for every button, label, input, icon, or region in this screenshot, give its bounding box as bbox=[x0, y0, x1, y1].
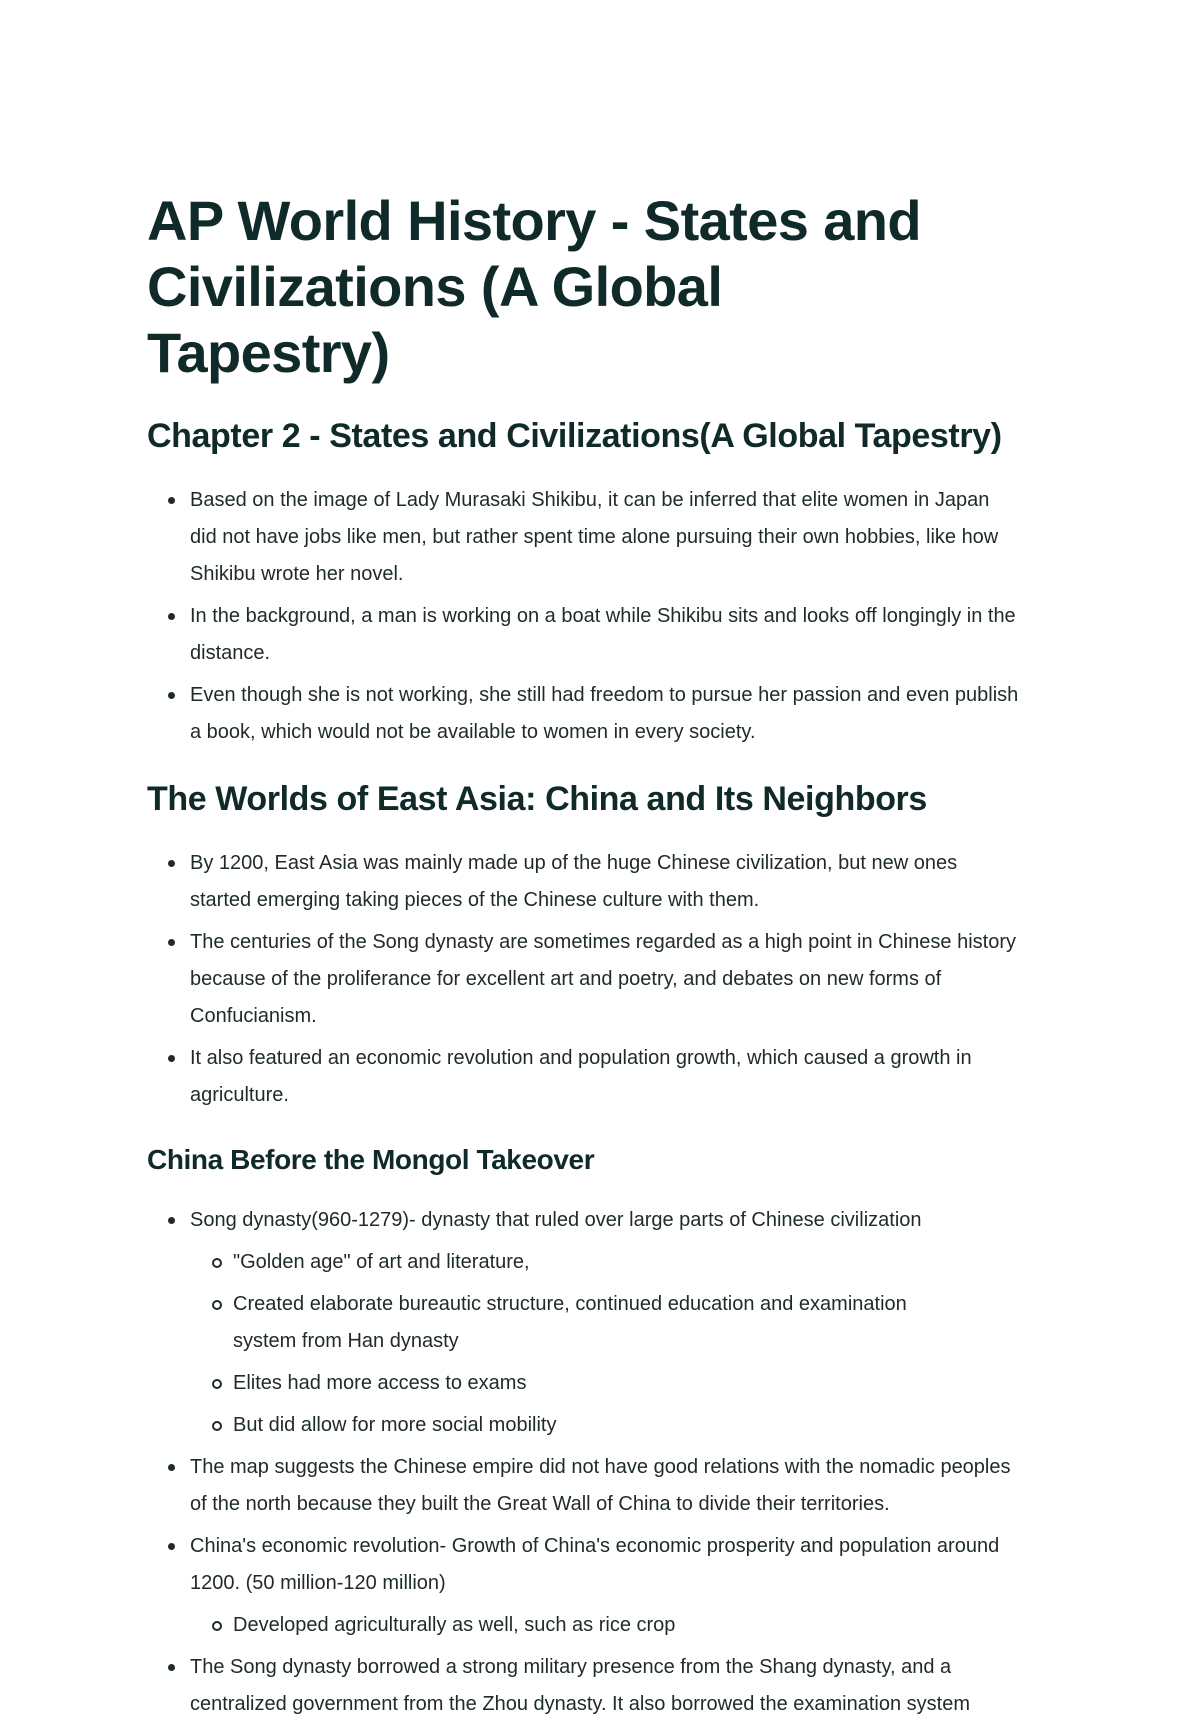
sub-bullet-list bbox=[190, 1607, 1020, 1644]
list-item-text: The Song dynasty borrowed a strong military presence from the Shang dynasty, and a centralized government from the Zhou dynasty. It also borrowed the examination system bbox=[190, 1656, 971, 1715]
list-item: The centuries of the Song dynasty are sometimes regarded as a high point in Chinese history because of the proliferance for excellent art and poetry, and debates on new forms of Confucianism. bbox=[147, 924, 1020, 1035]
section-heading-east-asia: The Worlds of East Asia: China and Its Neighbors bbox=[147, 780, 927, 818]
list-item: In the background, a man is working on a boat while Shikibu sits and looks off longingly in the distance. bbox=[147, 598, 1020, 672]
document-title: AP World History - States and Civilizations (A Global Tapestry) bbox=[147, 189, 922, 384]
list-item bbox=[147, 1449, 1020, 1523]
list-item: Even though she is not working, she still had freedom to pursue her passion and even publish a book, which would not be available to women in every society. bbox=[147, 677, 1020, 751]
list-item bbox=[147, 1649, 1020, 1723]
list-item-text: China's economic revolution- Growth of China's economic prosperity and population around 1200. (50 million-120 million) bbox=[190, 1535, 1000, 1594]
list-item-text: The map suggests the Chinese empire did not have good relations with the nomadic peoples of the north because they built the Great Wall of China to divide their territories. bbox=[190, 1456, 1011, 1515]
list-item: Based on the image of Lady Murasaki Shikibu, it can be inferred that elite women in Japan did not have jobs like men, but rather spent time alone pursuing their own hobbies, like how Shikibu wrote her novel. bbox=[147, 482, 1020, 593]
section-heading-chapter-2: Chapter 2 - States and Civilizations(A Global Tapestry) bbox=[147, 417, 1002, 455]
sub-list-item: Created elaborate bureautic structure, continued education and examination system from Han dynasty bbox=[190, 1286, 933, 1360]
list-item-text: Song dynasty(960-1279)- dynasty that ruled over large parts of Chinese civilization bbox=[190, 1209, 922, 1231]
sub-bullet-list bbox=[190, 1244, 1020, 1444]
list-item bbox=[147, 1528, 1020, 1644]
list-item bbox=[147, 1202, 1020, 1444]
list-item: It also featured an economic revolution and population growth, which caused a growth in agriculture. bbox=[147, 1040, 1020, 1114]
chapter-2-bullet-list bbox=[147, 482, 1050, 751]
sub-list-item: "Golden age" of art and literature, bbox=[190, 1244, 1020, 1281]
china-before-mongol-bullet-list bbox=[147, 1202, 1050, 1723]
sub-list-item: But did allow for more social mobility bbox=[190, 1407, 1020, 1444]
sub-list-item: Developed agriculturally as well, such as rice crop bbox=[190, 1607, 1020, 1644]
east-asia-bullet-list bbox=[147, 845, 1050, 1114]
sub-list-item: Elites had more access to exams bbox=[190, 1365, 1020, 1402]
section-heading-china-before-mongol: China Before the Mongol Takeover bbox=[147, 1144, 595, 1175]
list-item: By 1200, East Asia was mainly made up of the huge Chinese civilization, but new ones started emerging taking pieces of the Chinese culture with them. bbox=[147, 845, 1020, 919]
